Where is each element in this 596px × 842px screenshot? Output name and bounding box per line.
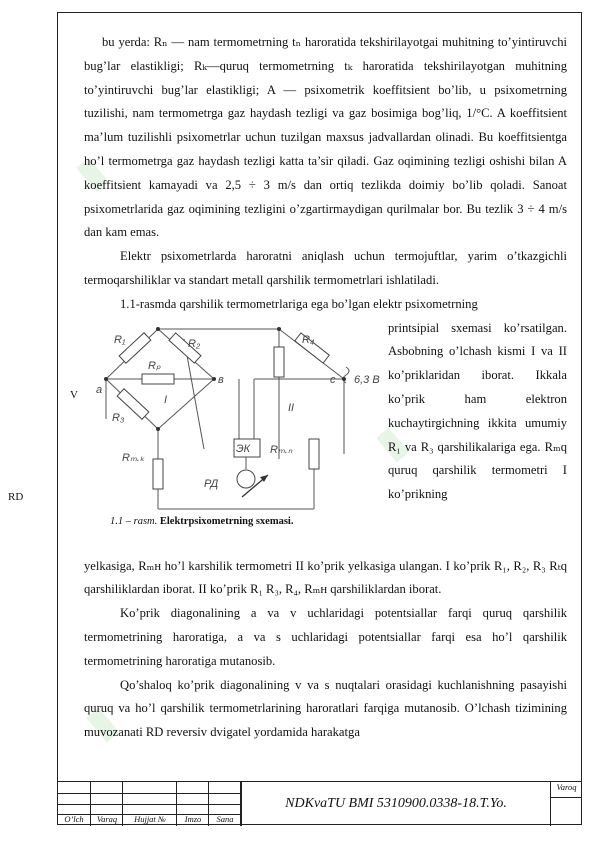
stamp-col-varaq: Varaq: [96, 814, 118, 824]
margin-label-rd: RD: [8, 491, 24, 503]
watermark-mark: ▮: [68, 149, 114, 197]
label-rmn: Rₘ.ₙ: [270, 443, 293, 456]
label-node-a: a: [96, 383, 103, 396]
label-rmk: Rₘ.ₖ: [122, 451, 145, 464]
title-block: [57, 781, 582, 826]
figure-caption-title: Elektrpsixometrning sxemasi.: [157, 515, 294, 527]
document-code: NDKvaTU BMI 5310900.0338-18.T.Yo.: [241, 782, 551, 826]
figure-caption: [110, 510, 293, 534]
paragraph-voltage-drop: Qo’shaloq ko’prik diagonalining v va s nuqtalari orasidagi kuchlanishning pasayishi quruq va ho’l qarshilik termometrlarining haroratlari farqiga mutanosib. O’lchash tizimining muvozanati RD reversiv dvigatel yordamida harakatga: [84, 677, 567, 740]
paragraph-figure-intro: 1.1-rasmda qarshilik termometrlariga ega bo’lgan elektr psixometrning: [120, 296, 478, 311]
label-node-e: в: [218, 373, 224, 386]
paragraph-electric-psychrometers: Elektr psixometrlarda haroratni aniqlash uchun termojuftlar, yarim o’tkazgichli termoqarshiliklar va standart metall qarshilik termometrlari ishlatiladi.: [84, 249, 567, 287]
label-rd: РД: [204, 477, 219, 490]
paragraph-potentials: Ko’prik diagonalining a va v uchlaridagi potentsiallar farqi quruq qarshilik termometrining haroratiga, a va s uchlaridagi potentsiallar farqi esa ho’l qarshilik termometrining haroratiga mutanosib.: [84, 606, 567, 668]
label-r1: R₁: [114, 333, 126, 346]
stamp-col-olch: O’lch: [64, 814, 84, 824]
label-r3: R₃: [112, 411, 125, 424]
watermark-mark: ▮: [368, 419, 414, 467]
label-ek: ЭК: [236, 442, 251, 455]
stamp-col-sana: Sana: [216, 814, 234, 824]
stamp-col-hujjat: Hujjat №: [134, 814, 166, 824]
paragraph-bridge-arms: yelkasiga, Rₘн ho’l karshilik termometri II ko’prik yelkasiga ulangan. I ko’prik R₁, R₂, R₃ Rₜq qarshiliklardan iborat. II ko’prik R₁ R₃, R₄, Rₘн qarshiliklardan iborat.: [84, 558, 567, 597]
watermark-mark: ▮: [78, 699, 124, 747]
label-voltage: 6,3 В: [354, 373, 380, 386]
label-r2: R₂: [188, 337, 201, 350]
stamp-col-imzo: Imzo: [184, 814, 202, 824]
paragraph-figure-side: printsipial sxemasi ko’rsatilgan. Asbobning o’lchash kismi I va II ko’priklaridan iborat. Ikkala ko’prik ham elektron kuchaytirgichning ikkita umumiy R₁ va R₃ qarshilikalariga ega. Rₘq quruq qarshilik termometri I ko’prikning: [388, 320, 567, 502]
figure-block: [84, 317, 567, 555]
stamp-varoq: Varoq: [556, 782, 577, 792]
figure-caption-number: 1.1 – rasm.: [110, 515, 158, 527]
document-body: [84, 31, 567, 745]
label-rp: Rₚ: [148, 359, 161, 372]
label-bridge-1: I: [164, 393, 168, 406]
label-node-c: c: [330, 373, 336, 386]
margin-label-v: V: [70, 389, 78, 401]
paragraph-definitions: bu yerda: Rₙ — nam termometrning tₙ haroratida tekshirilayotgai muhitning to’yintiruvchi bug’lar elastikligi; Rₖ—quruq termometrning tₖ haroratida tekshirilayotgan muhitning to’yintiruvchi bug’lar elastikligi; A — psixometrik koeffitsient bo’lib, u psixometrning tuzilishi, nam termometrga gaz haydash tezligi va gaz bosimiga bog’liq, 1/°C. A koeffitsient ma’lum tuzilishli psixometrlar uchun tuzilgan maxsus jadvallardan olinadi. Bu koeffitsientga ho’l termometrga gaz haydash tezligi katta ta’sir qiladi. Gaz oqimining tezligi oshishi bilan A koeffitsient kamayadi va 2,5 ÷ 3 m/s dan ortiq tezlikda doimiy bo’lib qoladi. Sanoat psixometrlarida gaz oqimining tezligini o’zgartirmaydigan qurilmalar bor. Bu tezlik 3 ÷ 4 m/s dan kam emas.: [84, 35, 567, 240]
label-bridge-2: II: [288, 401, 295, 414]
label-r4: R₄: [302, 333, 315, 346]
